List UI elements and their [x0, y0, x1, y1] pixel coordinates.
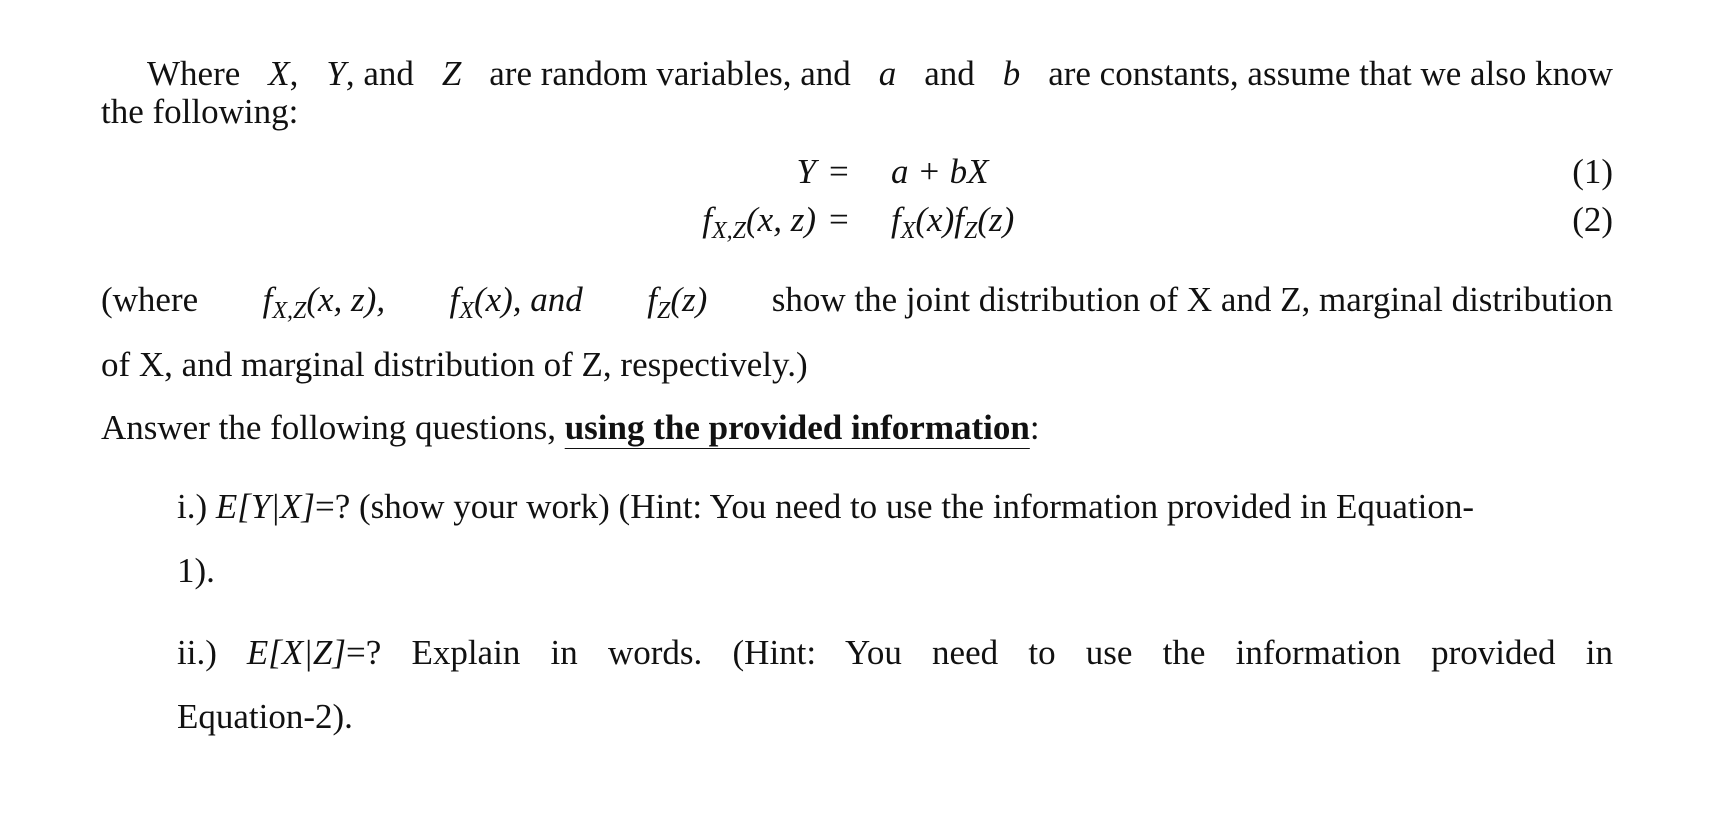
intro-line-1-content [147, 56, 1613, 91]
intro-word-and: and [924, 54, 975, 93]
intro-text-tail: are constants, assume that we also know [1048, 54, 1613, 93]
question-1-label: i.) [177, 487, 208, 526]
answer-lead: Answer the following questions, [101, 408, 556, 447]
explain-joint-density: $f_{X,Z}(x$, z), [262, 280, 386, 324]
question-1-line-2: 1). [177, 551, 215, 590]
equation-2-rhs: $f_X(x)f_Z(z)$ [891, 200, 1015, 244]
explain-open: (where [101, 280, 199, 319]
document-page [101, 0, 1613, 826]
intro-word-where: Where [147, 54, 241, 93]
intro-const-b: b [1002, 54, 1021, 93]
intro-text-random: are random variables, and [489, 54, 851, 93]
equation-2 [101, 200, 1613, 244]
answer-prompt [101, 410, 1040, 445]
explain-marginal-x: $f_X(x)$, and [449, 280, 583, 324]
intro-line-2: the following: [101, 92, 299, 131]
question-2-math: E[X|Z] [246, 633, 346, 672]
equation-1-number: (1) [1572, 152, 1613, 191]
intro-var-z: Z [441, 54, 462, 93]
equation-1 [101, 152, 1613, 196]
intro-const-a: a [878, 54, 897, 93]
question-2-body [247, 635, 1613, 670]
explain-marginal-z: $f_Z(z)$ [647, 280, 708, 324]
question-1-math: E[Y|X] [215, 487, 315, 526]
question-2-line-2: Equation-2). [177, 697, 353, 736]
explain-tail: show the joint distribution of X and Z, marginal distribution [771, 280, 1613, 319]
question-2-text: =? Explain in words. (Hint: You need to use the information provided in [345, 633, 1613, 672]
question-1-line-1 [177, 489, 1613, 524]
intro-var-y: Y, and [326, 54, 414, 93]
intro-line-1 [147, 56, 1613, 91]
answer-emphasis: using the provided information [564, 408, 1030, 447]
intro-var-x: X, [268, 54, 299, 93]
equation-1-rhs: a + bX [891, 152, 989, 191]
equation-2-number: (2) [1572, 200, 1613, 239]
question-2-line-1 [177, 635, 1613, 670]
question-2-line-1-content [177, 635, 1613, 670]
explain-line-2: of X, and marginal distribution of Z, respectively.) [101, 345, 808, 384]
equation-2-relation: = [829, 200, 849, 239]
equation-1-relation: = [829, 152, 849, 191]
answer-colon: : [1029, 408, 1040, 447]
equation-1-lhs: Y [796, 152, 816, 191]
explain-line-1-content [101, 282, 1613, 323]
equation-2-lhs: $f_{X,Z}(x$, z) [702, 200, 816, 244]
question-1-text: =? (show your work) (Hint: You need to use the information provided in Equation- [314, 487, 1474, 526]
question-2-label: ii.) [177, 633, 217, 672]
explain-line-1 [101, 282, 1613, 323]
